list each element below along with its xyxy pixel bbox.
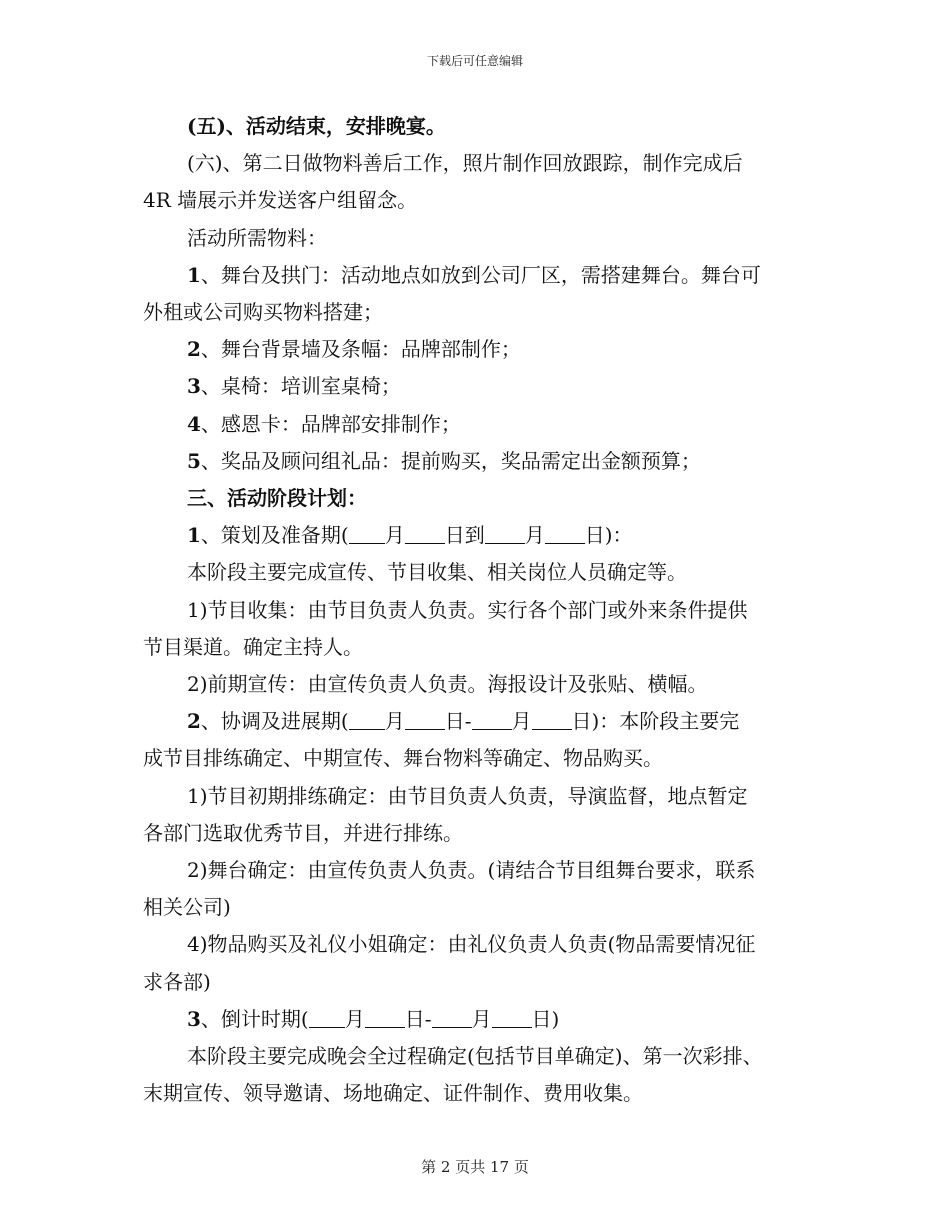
materials-heading: 活动所需物料： — [187, 225, 327, 250]
text: 月 — [384, 709, 405, 734]
paragraph: 2)前期宣传：由宣传负责人负责。海报设计及张贴、横幅。 — [187, 672, 708, 697]
document-body — [143, 108, 808, 1112]
list-item — [143, 406, 808, 443]
paragraph: 各部门选取优秀节目，并进行排练。 — [143, 820, 463, 845]
item-number: 3 — [187, 1006, 201, 1031]
item-text: 、奖品及顾问组礼品：提前购买，奖品需定出金额预算； — [200, 448, 701, 473]
paragraph: 4R 墙展示并发送客户组留念。 — [143, 188, 418, 213]
list-item — [143, 368, 808, 405]
text: 月 — [384, 523, 405, 548]
date-blank — [405, 711, 445, 730]
date-blank — [349, 525, 385, 544]
paragraph: 成节目排练确定、中期宣传、舞台物料等确定、物品购买。 — [143, 746, 663, 771]
paragraph: 1)节目收集：由节目负责人负责。实行各个部门或外来条件提供 — [187, 597, 748, 622]
text: 日- — [444, 709, 472, 734]
page-footer: 第 2 页共 17 页 — [421, 1158, 529, 1176]
date-blank — [472, 711, 512, 730]
text: 、协调及进展期( — [200, 709, 349, 734]
page-header: 下载后可任意编辑 — [426, 54, 523, 68]
paragraph: 节目渠道。确定主持人。 — [143, 634, 363, 659]
list-item — [143, 331, 808, 368]
paragraph: 求各部) — [143, 969, 211, 994]
item-text: 、舞台及拱门：活动地点如放到公司厂区，需搭建舞台。舞台可 — [200, 262, 761, 287]
date-blank — [432, 1009, 472, 1028]
list-item — [143, 257, 808, 294]
paragraph: 2)舞台确定：由宣传负责人负责。(请结合节目组舞台要求，联系 — [187, 858, 756, 883]
paragraph: (六)、第二日做物料善后工作，照片制作回放跟踪，制作完成后 — [187, 151, 743, 176]
item-number: 2 — [187, 709, 201, 734]
paragraph: 相关公司) — [143, 895, 231, 920]
list-item — [143, 443, 808, 480]
item-text: 、桌椅：培训室桌椅； — [200, 374, 401, 399]
date-blank — [365, 1009, 405, 1028]
text: 日到 — [444, 523, 485, 548]
date-blank — [492, 1009, 532, 1028]
paragraph: 外租或公司购买物料搭建； — [143, 300, 383, 325]
text: 日) — [531, 1006, 560, 1031]
text: 日)：本阶段主要完 — [571, 709, 740, 734]
section-heading-5: (五)、活动结束，安排晚宴。 — [187, 114, 446, 138]
phase-heading — [143, 703, 808, 740]
section-heading-3: 三、活动阶段计划： — [187, 486, 367, 511]
date-blank — [309, 1009, 345, 1028]
paragraph: 4)物品购买及礼仪小姐确定：由礼仪负责人负责(物品需要情况征 — [187, 932, 756, 957]
text: 月 — [511, 709, 532, 734]
text: 日)： — [584, 523, 633, 548]
item-number: 5 — [187, 448, 201, 473]
paragraph: 1)节目初期排练确定：由节目负责人负责，导演监督，地点暂定 — [187, 783, 748, 808]
item-text: 、舞台背景墙及条幅：品牌部制作； — [200, 337, 521, 362]
phase-heading — [143, 517, 808, 554]
text: 月 — [471, 1006, 492, 1031]
item-number: 2 — [187, 337, 201, 362]
item-text: 、感恩卡：品牌部安排制作； — [200, 411, 461, 436]
date-blank — [532, 711, 572, 730]
date-blank — [545, 525, 585, 544]
paragraph: 末期宣传、领导邀请、场地确定、证件制作、费用收集。 — [143, 1081, 643, 1106]
text: 月 — [524, 523, 545, 548]
item-number: 4 — [187, 411, 201, 436]
text: 、策划及准备期( — [200, 523, 349, 548]
item-number: 1 — [187, 523, 201, 548]
text: 月 — [344, 1006, 365, 1031]
paragraph: 本阶段主要完成晚会全过程确定(包括节目单确定)、第一次彩排、 — [187, 1044, 763, 1069]
phase-heading — [143, 1001, 808, 1038]
item-number: 3 — [187, 374, 201, 399]
text: 、倒计时期( — [200, 1006, 309, 1031]
item-number: 1 — [187, 262, 201, 287]
date-blank — [485, 525, 525, 544]
text: 日- — [404, 1006, 432, 1031]
paragraph: 本阶段主要完成宣传、节目收集、相关岗位人员确定等。 — [187, 560, 687, 585]
date-blank — [349, 711, 385, 730]
date-blank — [405, 525, 445, 544]
